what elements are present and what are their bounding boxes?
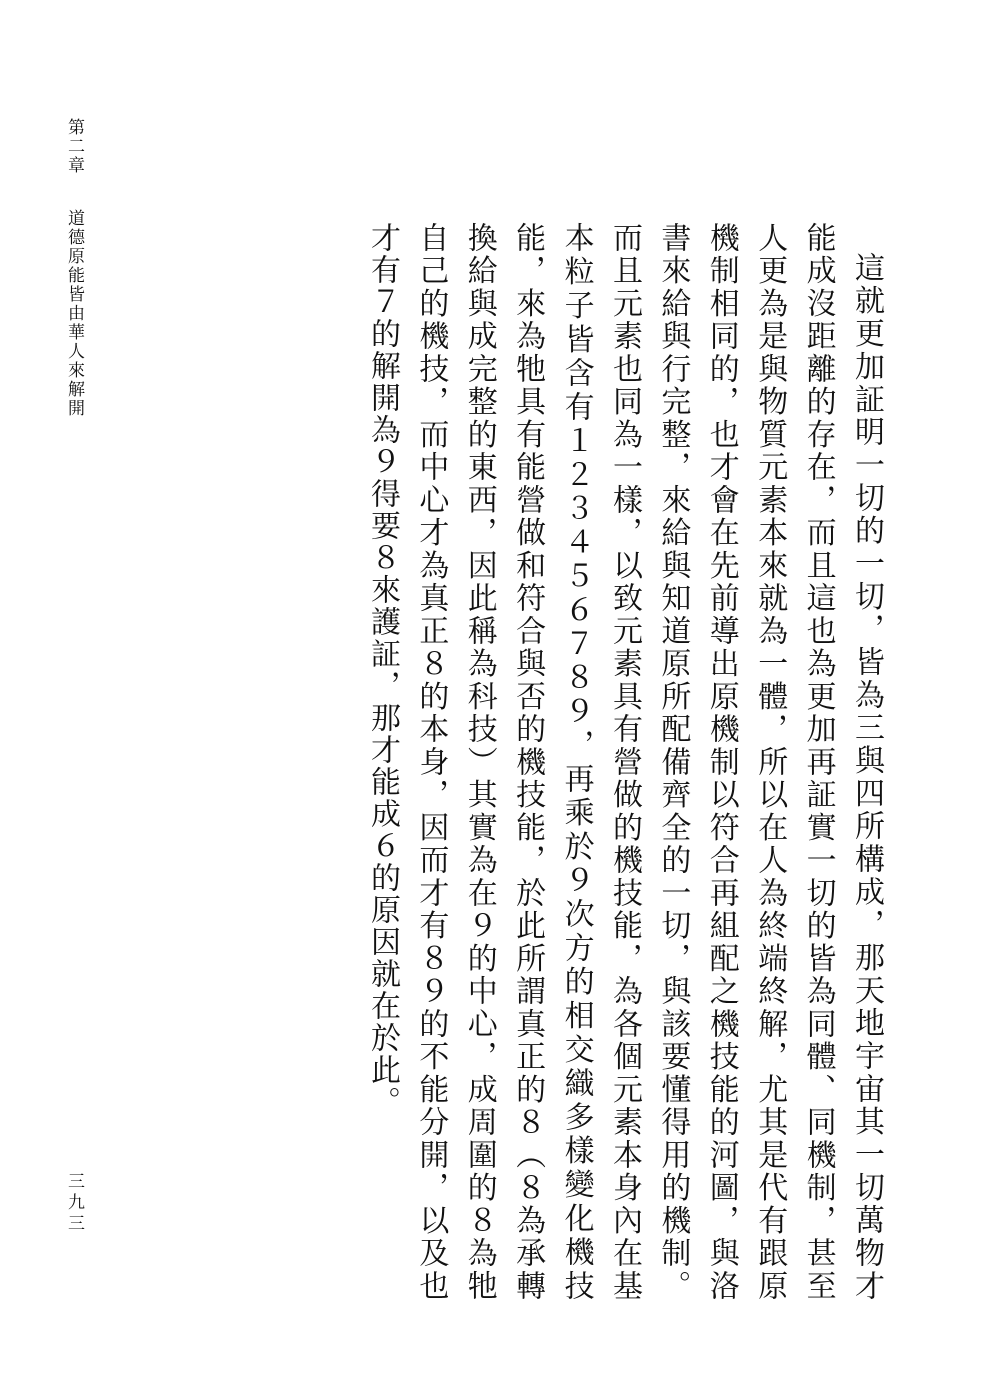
chapter-title: 道德原能皆由華人來解開 [64, 209, 84, 418]
page-number: 三九三 [64, 1172, 84, 1235]
chapter-label: 第二章 [64, 118, 84, 175]
running-header [60, 118, 88, 418]
main-text-column [364, 222, 890, 1302]
body-paragraph: 這就更加証明一切的一切，皆為三與四所構成，那天地宇宙其一切萬物才能成沒距離的存在，而且這也為更加再証實一切的皆為同體、同機制，甚至人更為是與物質元素本來就為一體，所以在人為終端終解，尤其是代有跟原機制相同的，也才會在先前導出原機制以符合再組配之機技能的河圖，與洛書來給與行完整，來給與知道原所配備齊全的一切，與該要懂得用的機制。而且元素也同為一樣，以致元素具有營做的機技能，為各個元素本身內在基本粒子皆含有１２３４５６７８９，再乘於９次方的相交織多樣變化機技能，來為牠具有能營做和符合與否的機技能，於此所謂真正的８（８為承轉換給與成完整的東西，因此稱為科技）其實為在９的中心，成周圍的８為牠自己的機技，而中心才為真正８的本身，因而才有８９的不能分開，以及也才有７的解開為９得要８來護証，那才能成６的原因就在於此。 [364, 222, 884, 1302]
